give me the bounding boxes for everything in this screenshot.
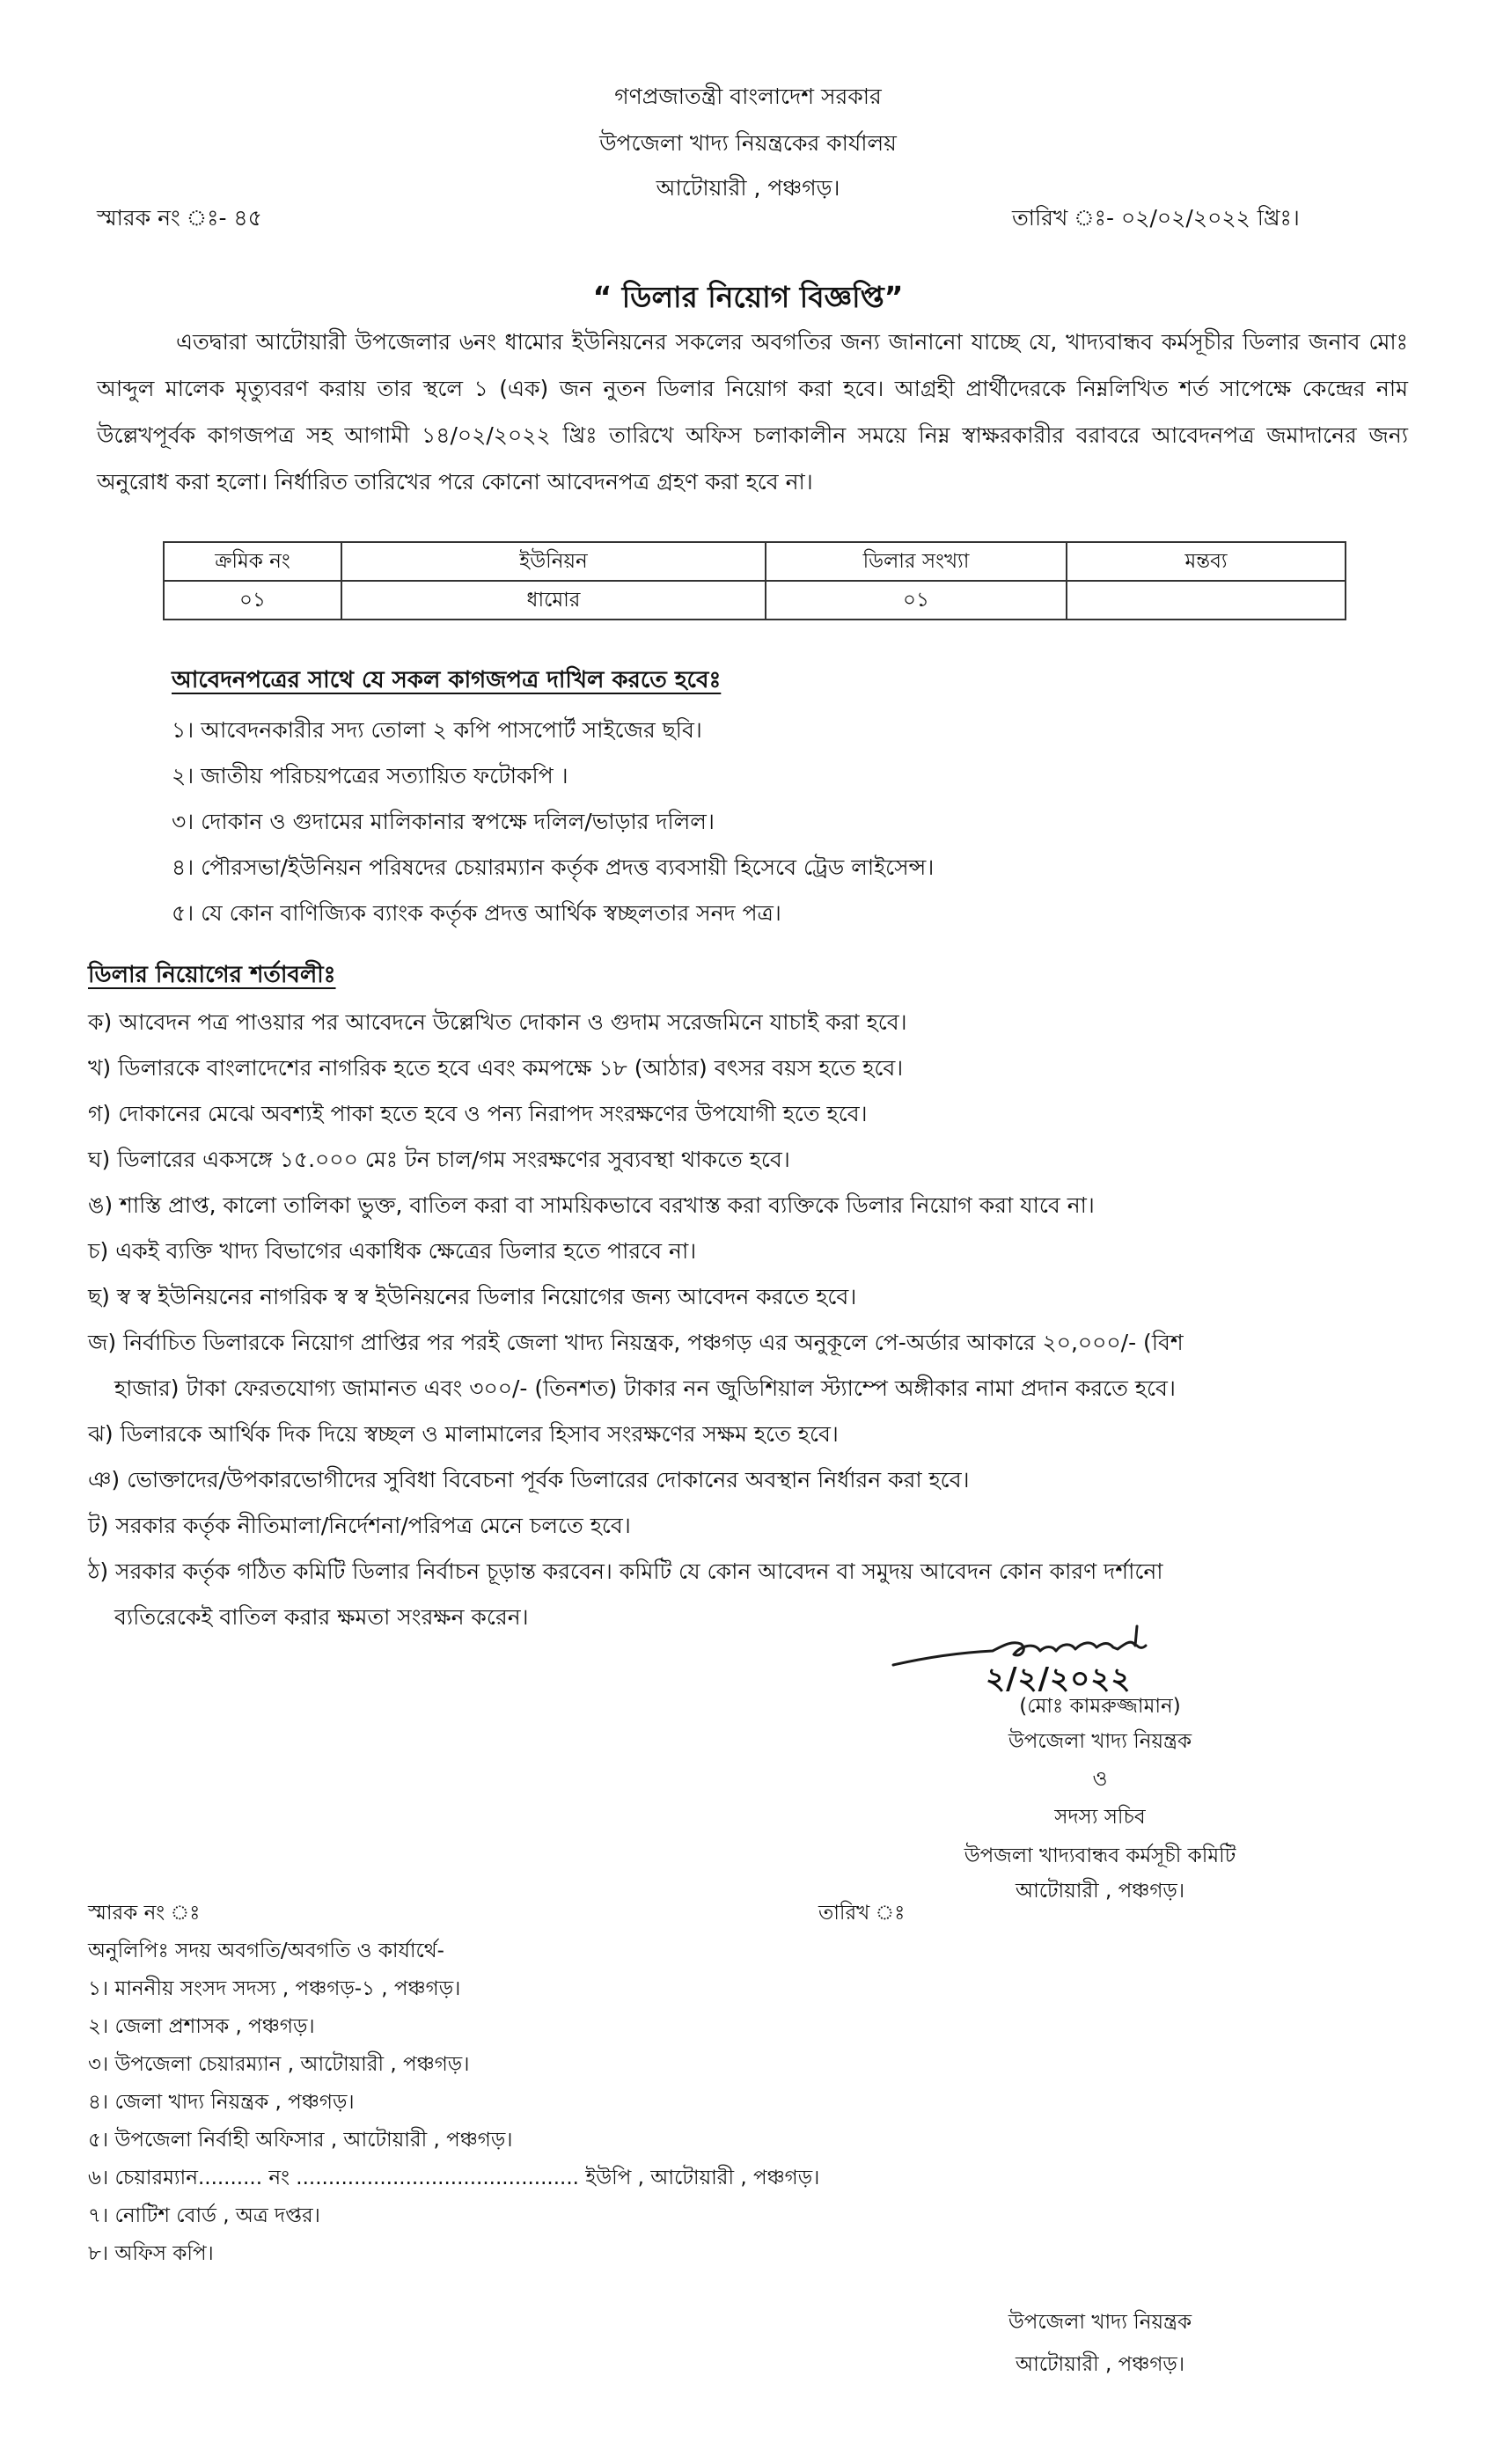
condition-item-continuation: ব্যতিরেকেই বাতিল করার ক্ষমতা সংরক্ষন করেন। xyxy=(114,1604,529,1630)
condition-item: ক) আবেদন পত্র পাওয়ার পর আবেদনে উল্লেখিত দোকান ও গুদাম সরেজমিনে যাচাই করা হবে। xyxy=(88,1009,907,1035)
copy-recipient: ৪। জেলা খাদ্য নিয়ন্ত্রক , পঞ্চগড়। xyxy=(88,2091,355,2114)
cell-union: ধামোর xyxy=(341,581,766,620)
condition-item: চ) একই ব্যক্তি খাদ্য বিভাগের একাধিক ক্ষেত্রের ডিলার হতে পারবে না। xyxy=(88,1238,697,1264)
condition-item: ছ) স্ব স্ব ইউনিয়নের নাগরিক স্ব স্ব ইউনিয়নের ডিলার নিয়োগের জন্য আবেদন করতে হবে। xyxy=(88,1284,857,1309)
document-item: ৫। যে কোন বাণিজ্যিক ব্যাংক কর্তৃক প্রদত্ত আর্থিক স্বচ্ছলতার সনদ পত্র। xyxy=(172,900,781,926)
dealer-table xyxy=(163,541,1346,620)
document-item: ৪। পৌরসভা/ইউনিয়ন পরিষদের চেয়ারম্যান কর্তৃক প্রদত্ত ব্যবসায়ী হিসেবে ট্রেড লাইসেন্স। xyxy=(172,854,935,880)
condition-item-continuation: হাজার) টাকা ফেরতযোগ্য জামানত এবং ৩০০/- (তিনশত) টাকার নন জুডিশিয়াল স্ট্যাম্পে অঙ্গীকার নামা প্রদান করতে হবে। xyxy=(114,1375,1176,1401)
condition-item: ঠ) সরকার কর্তৃক গঠিত কমিটি ডিলার নির্বাচন চূড়ান্ত করবেন। কমিটি যে কোন আবেদন বা সমুদয় আবেদন কোন কারণ দর্শানো xyxy=(88,1558,1163,1584)
condition-item: খ) ডিলারকে বাংলাদেশের নাগরিক হতে হবে এবং কমপক্ষে ১৮ (আঠার) বৎসর বয়স হতে হবে। xyxy=(88,1055,904,1081)
column-header-serial: ক্রমিক নং xyxy=(164,542,341,581)
copy-memo-date: তারিখ ঃ xyxy=(818,1902,906,1925)
signature-date: ২/২/২০২২ xyxy=(986,1661,1132,1697)
copy-recipient: ৬। চেয়ারম্যান.......... নং ............................................ ইউপি , আটোয়ারী , পঞ্চগড়। xyxy=(88,2167,820,2189)
header-office: উপজেলা খাদ্য নিয়ন্ত্রকের কার্যালয় xyxy=(599,130,897,156)
conditions-heading: ডিলার নিয়োগের শর্তাবলীঃ xyxy=(88,962,336,988)
cell-serial: ০১ xyxy=(164,581,341,620)
header-government: গণপ্রজাতন্ত্রী বাংলাদেশ সরকার xyxy=(614,84,882,109)
copy-recipient: ১। মাননীয় সংসদ সদস্য , পঞ্চগড়-১ , পঞ্চগড়। xyxy=(88,1977,461,2000)
header-location: আটোয়ারী , পঞ্চগড়। xyxy=(656,175,840,201)
cell-dealer-count: ০১ xyxy=(766,581,1067,620)
condition-item: ঙ) শাস্তি প্রাপ্ত, কালো তালিকা ভুক্ত, বাতিল করা বা সাময়িকভাবে বরখাস্ত করা ব্যক্তিকে ডিলার নিয়োগ করা যাবে না। xyxy=(88,1192,1095,1218)
documents-heading: আবেদনপত্রের সাথে যে সকল কাগজপত্র দাখিল করতে হবেঃ xyxy=(172,667,722,693)
copy-recipient: ২। জেলা প্রশাসক , পঞ্চগড়। xyxy=(88,2015,315,2038)
column-header-union: ইউনিয়ন xyxy=(341,542,766,581)
condition-item: ঘ) ডিলারের একসঙ্গে ১৫.০০০ মেঃ টন চাল/গম সংরক্ষণের সুব্যবস্থা থাকতে হবে। xyxy=(88,1147,790,1172)
copy-recipient: ৭। নোটিশ বোর্ড , অত্র দপ্তর। xyxy=(88,2204,320,2227)
copy-memo-intro: অনুলিপিঃ সদয় অবগতি/অবগতি ও কার্যার্থে- xyxy=(88,1940,444,1962)
signatory-designation: উপজেলা খাদ্য নিয়ন্ত্রক xyxy=(1008,1730,1192,1753)
signatory-location: আটোয়ারী , পঞ্চগড়। xyxy=(1015,1880,1185,1903)
document-item: ২। জাতীয় পরিচয়পত্রের সত্যায়িত ফটোকপি । xyxy=(172,763,568,788)
signatory-role: সদস্য সচিব xyxy=(1054,1806,1146,1829)
cell-remarks xyxy=(1067,581,1346,620)
memo-date: তারিখ ঃ- ০২/০২/২০২২ খ্রিঃ। xyxy=(1012,205,1300,231)
notice-paragraph: এতদ্বারা আটোয়ারী উপজেলার ৬নং ধামোর ইউনিয়নের সকলের অবগতির জন্য জানানো যাচ্ছে যে, খাদ্যবান্ধব কর্মসূচীর ডিলার জনাব মোঃ আব্দুল মালেক মৃত্যুবরণ করায় তার স্থলে ১ (এক) জন নুতন ডিলার নিয়োগ করা হবে। আগ্রহী প্রার্থীদেরকে নিম্নলিখিত শর্ত সাপেক্ষে কেন্দ্রের নাম উল্লেখপূর্বক কাগজপত্র সহ আগামী ১৪/০২/২০২২ খ্রিঃ তারিখে অফিস চলাকালীন সময়ে নিম্ন স্বাক্ষরকারীর বরাবরে আবেদনপত্র জমাদানের জন্য অনুরোধ করা হলো। নির্ধারিত তারিখের পরে কোনো আবেদনপত্র গ্রহণ করা হবে না। xyxy=(97,329,1408,495)
notice-title: “ ডিলার নিয়োগ বিজ্ঞপ্তি” xyxy=(592,280,904,314)
condition-item: জ) নির্বাচিত ডিলারকে নিয়োগ প্রাপ্তির পর পরই জেলা খাদ্য নিয়ন্ত্রক, পঞ্চগড় এর অনুকূলে পে-অর্ডার আকারে ২০,০০০/- (বিশ xyxy=(88,1330,1184,1355)
signatory-committee: উপজলা খাদ্যবান্ধব কর্মসূচী কমিটি xyxy=(964,1844,1236,1867)
document-item: ১। আবেদনকারীর সদ্য তোলা ২ কপি পাসপোর্ট সাইজের ছবি। xyxy=(172,717,702,743)
table-row xyxy=(164,581,1346,620)
condition-item: ট) সরকার কর্তৃক নীতিমালা/নির্দেশনা/পরিপত্র মেনে চলতে হবে। xyxy=(88,1513,631,1538)
copy-recipient: ৩। উপজেলা চেয়ারম্যান , আটোয়ারী , পঞ্চগড়। xyxy=(88,2053,470,2076)
column-header-remarks: মন্তব্য xyxy=(1067,542,1346,581)
footer-designation: উপজেলা খাদ্য নিয়ন্ত্রক xyxy=(1008,2311,1192,2334)
signatory-conjunction: ও xyxy=(1092,1768,1108,1791)
condition-item: ঞ) ভোক্তাদের/উপকারভোগীদের সুবিধা বিবেচনা পূর্বক ডিলারের দোকানের অবস্থান নির্ধারন করা হবে। xyxy=(88,1467,970,1492)
copy-recipient: ৫। উপজেলা নির্বাহী অফিসার , আটোয়ারী , পঞ্চগড়। xyxy=(88,2129,513,2152)
condition-item: ঝ) ডিলারকে আর্থিক দিক দিয়ে স্বচ্ছল ও মালামালের হিসাব সংরক্ষণের সক্ষম হতে হবে। xyxy=(88,1421,839,1447)
footer-location: আটোয়ারী , পঞ্চগড়। xyxy=(1015,2353,1185,2376)
column-header-dealer-count: ডিলার সংখ্যা xyxy=(766,542,1067,581)
signatory-name: (মোঃ কামরুজ্জামান) xyxy=(1019,1695,1181,1718)
memo-reference: স্মারক নং ঃ- ৪৫ xyxy=(97,205,262,231)
condition-item: গ) দোকানের মেঝে অবশ্যই পাকা হতে হবে ও পন্য নিরাপদ সংরক্ষণের উপযোগী হতে হবে। xyxy=(88,1101,868,1126)
table-header-row xyxy=(164,542,1346,581)
copy-memo-reference: স্মারক নং ঃ xyxy=(88,1902,201,1925)
copy-recipient: ৮। অফিস কপি। xyxy=(88,2242,214,2265)
document-item: ৩। দোকান ও গুদামের মালিকানার স্বপক্ষে দলিল/ভাড়ার দলিল। xyxy=(172,809,715,834)
